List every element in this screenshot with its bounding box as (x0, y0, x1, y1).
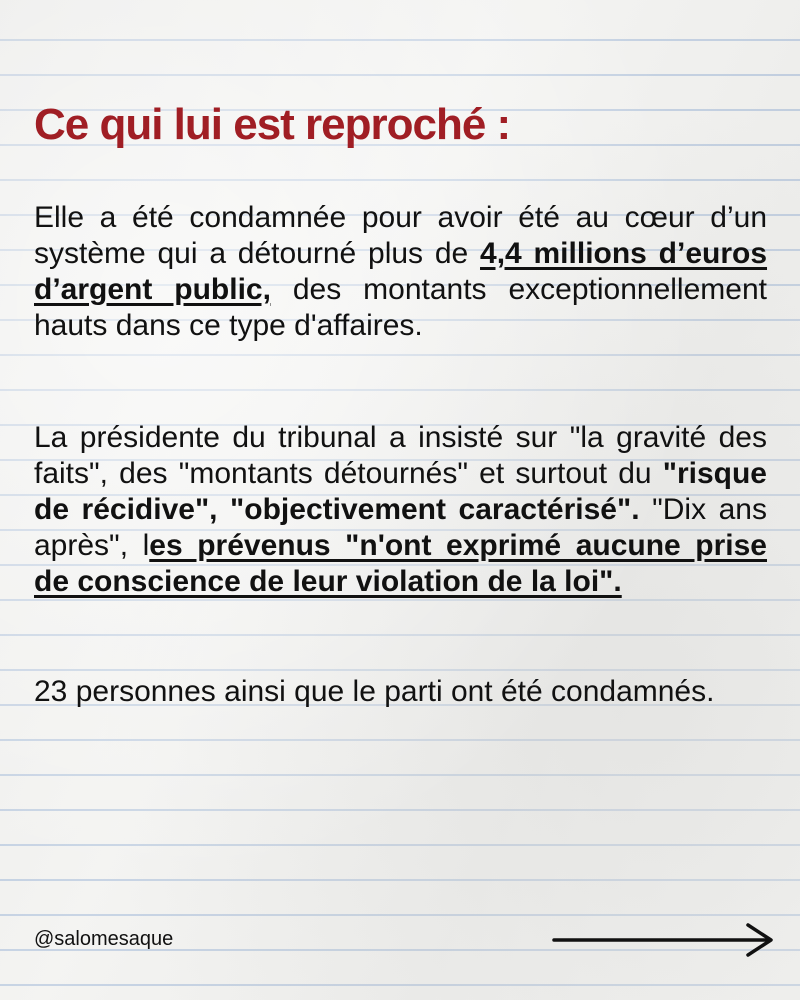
paragraph-tribunal-middle: "Dix ans après", l (34, 493, 767, 562)
paragraph-conviction-intro: Elle a été condamnée pour avoir été au cœur d’un système qui a détourné plus de (34, 201, 767, 270)
paragraph-conviction (34, 200, 767, 344)
amount-highlight: 4,4 millions d’euros d’argent public, (34, 237, 768, 306)
paragraph-tribunal-intro: La présidente du tribunal a insisté sur "la gravité des faits", des "montants détournés" et surtout du (34, 421, 767, 490)
author-handle: @salomesaque (34, 928, 174, 950)
recidive-risk-highlight: "risque de récidive", "objectivement caractérisé". (34, 457, 767, 526)
page-title: Ce qui lui est reproché : (34, 100, 511, 149)
awareness-quote-highlight: es prévenus "n'ont exprimé aucune prise de conscience de leur violation de la loi". (34, 529, 767, 598)
arrow-right-icon[interactable] (552, 920, 776, 960)
paragraph-convicted-count: 23 personnes ainsi que le parti ont été condamnés. (34, 675, 715, 708)
paragraph-tribunal (34, 420, 767, 600)
paragraph-conviction-outro: des montants exceptionnellement hauts dans ce type d'affaires. (34, 273, 767, 342)
